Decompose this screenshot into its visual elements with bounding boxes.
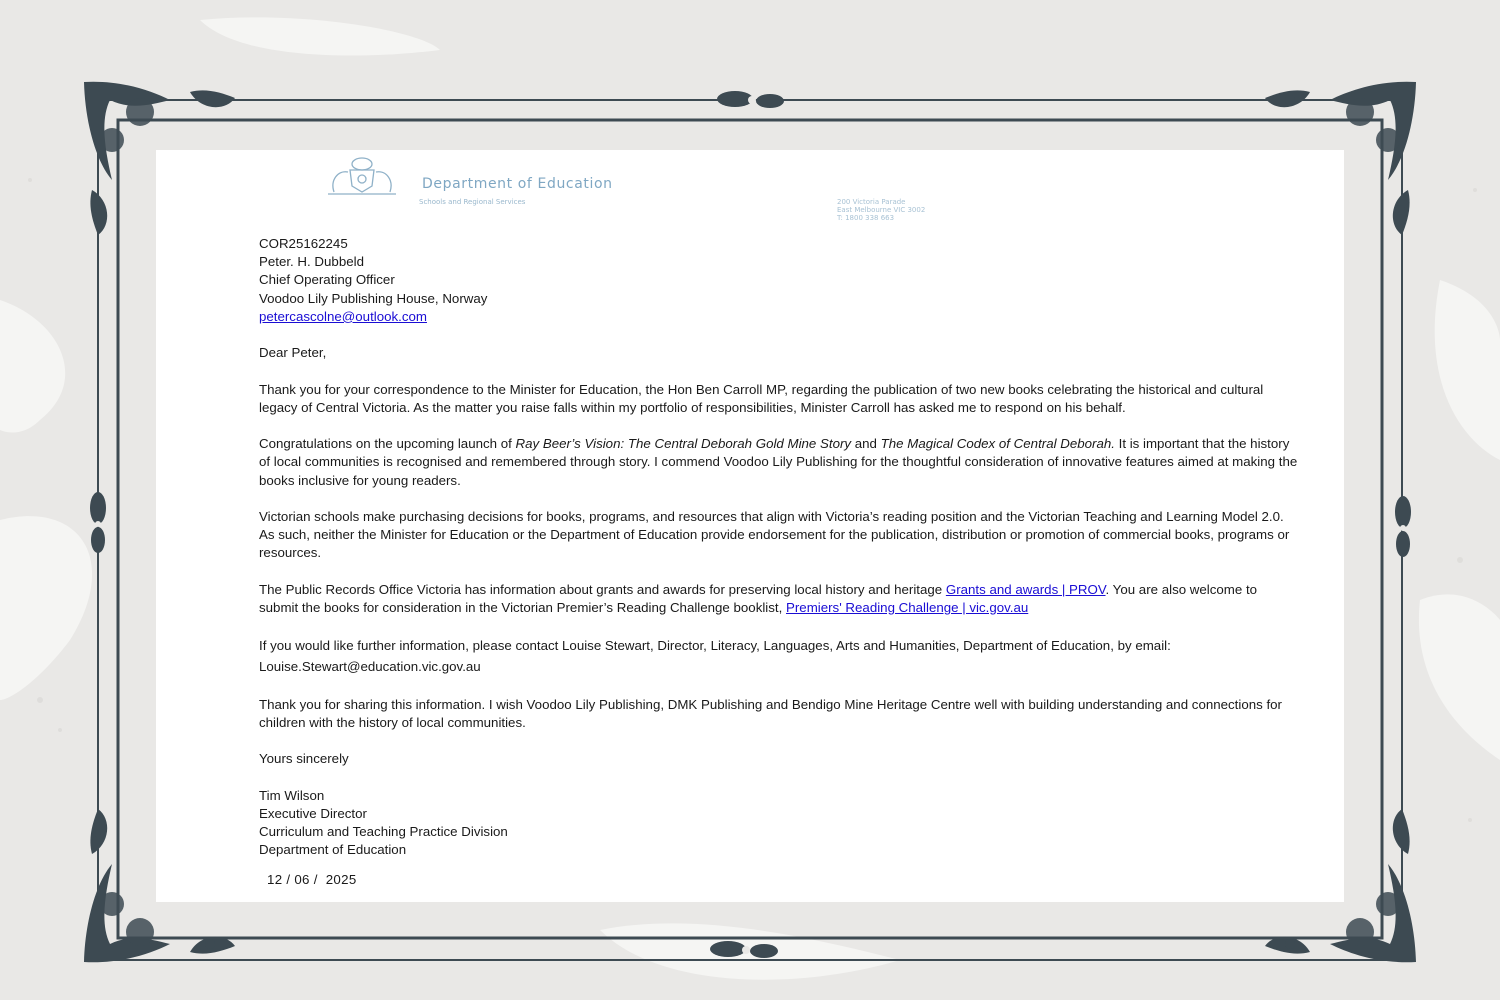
department-address [837,198,925,222]
recipient-title: Chief Operating Officer [259,272,395,288]
recipient-email-link[interactable]: petercascolne@outlook.com [259,308,427,324]
address-line: 200 Victoria Parade [837,198,906,206]
mid-ornament-top [717,91,784,108]
paragraph-6: Thank you for sharing this information. I wish Voodoo Lily Publishing, DMK Publishing and Bendigo Mine Heritage Centre well with building understanding and connections for children with the history of local communities. [259,696,1282,730]
paragraph-2-text: and [851,436,881,452]
signer-division: Curriculum and Teaching Practice Division [259,823,508,839]
paragraph-1: Thank you for your correspondence to the Minister for Education, the Hon Ben Carroll MP, regarding the publication of two new books celebrating the historical and cultural legacy of Central Victoria. As the matter you raise falls within my portfolio of responsibilities, Minister Carroll has asked me to respond on his behalf. [259,381,1264,415]
letterhead [320,152,1020,227]
signature-block [259,787,1299,860]
contact-email: Louise.Stewart@education.vic.gov.au [259,659,481,675]
paragraph-5 [259,635,1299,677]
paragraph-4-text: . You are also welcome to submit the books for consideration in the Victorian Premier’s Reading Challenge booklist, [259,581,1258,615]
closing: Yours sincerely [259,751,349,767]
paragraph-3: Victorian schools make purchasing decisions for books, programs, and resources that align with Victoria’s reading position and the Victorian Teaching and Learning Model 2.0. As such, neither the Minister for Education or the Department of Education provide endorsement for the publication, distribution or promotion of commercial books, programs or resources. [259,508,1290,561]
paragraph-4 [259,581,1299,617]
book-title-1: Ray Beer’s Vision: The Central Deborah Gold Mine Story [515,436,852,452]
recipient-name: Peter. H. Dubbeld [259,254,364,270]
address-line: East Melbourne VIC 3002 [837,206,926,214]
paragraph-4-text: The Public Records Office Victoria has information about grants and awards for preserving local history and heritage [259,581,946,597]
letter-date: 12 / 06 / 2025 [263,872,357,887]
paragraph-2-text: Congratulations on the upcoming launch of [259,436,516,452]
paragraph-2 [259,435,1299,490]
premiers-reading-challenge-link[interactable]: Premiers' Reading Challenge | vic.gov.au [786,599,1029,615]
address-line: T: 1800 338 663 [837,214,895,222]
mid-ornament-left [90,492,106,553]
signer-org: Department of Education [259,842,407,858]
recipient-block [259,235,1299,326]
signer-name: Tim Wilson [259,787,325,803]
department-name: Department of Education [422,176,613,192]
letter-body [259,235,1299,878]
mid-ornament-right [1395,496,1411,557]
mid-ornament-bottom [710,941,778,958]
department-subtitle: Schools and Regional Services [419,198,526,206]
reference-number: COR25162245 [259,236,348,251]
paragraph-2-text: It is important that the history of local communities is recognised and remembered through story. I commend Voodoo Lily Publishing for the thoughtful consideration of innovative features aimed at making the books inclusive for young readers. [259,436,1298,488]
prov-grants-link[interactable]: Grants and awards | PROV [945,581,1106,597]
coat-of-arms-icon [320,152,404,198]
salutation: Dear Peter, [259,345,327,361]
paragraph-5-text: If you would like further information, please contact Louise Stewart, Director, Literacy, Languages, Arts and Humanities, Department of Education, by email: [259,638,1171,654]
signer-title: Executive Director [259,805,367,821]
recipient-org: Voodoo Lily Publishing House, Norway [259,290,488,306]
book-title-2: The Magical Codex of Central Deborah. [880,436,1115,452]
